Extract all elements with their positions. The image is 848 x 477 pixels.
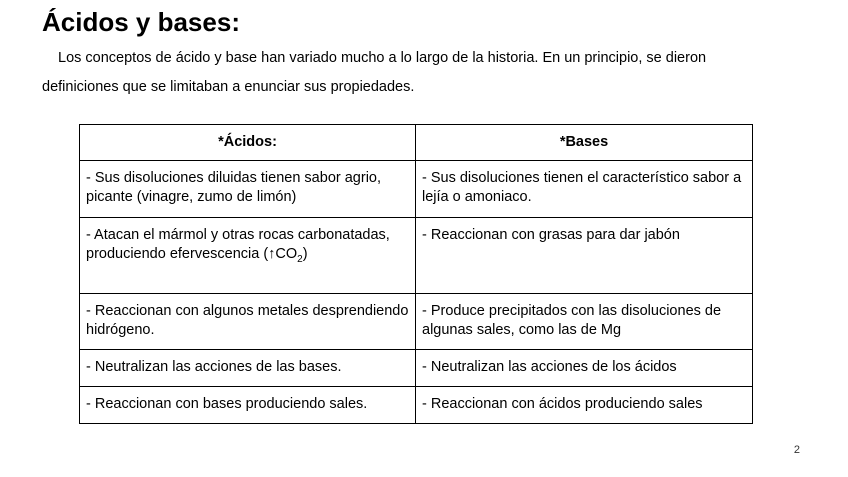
page-title: Ácidos y bases: (42, 7, 240, 37)
acid-property-cell: - Reaccionan con bases produciendo sales. (80, 387, 416, 424)
acid-property-text: - Atacan el mármol y otras rocas carbonatadas, produciendo efervescencia (↑CO (86, 227, 390, 262)
table-row (80, 218, 753, 294)
base-property-cell: - Neutralizan las acciones de los ácidos (416, 350, 753, 387)
acid-property-cell: - Neutralizan las acciones de las bases. (80, 350, 416, 387)
table-header-row (80, 125, 753, 161)
page-number: 2 (793, 444, 800, 456)
properties-table (79, 124, 753, 424)
acids-bases-table (79, 124, 753, 424)
table-row (80, 350, 753, 387)
table-row (80, 387, 753, 424)
acid-property-cell: - Sus disoluciones diluidas tienen sabor agrio, picante (vinagre, zumo de limón) (80, 161, 416, 218)
table-row (80, 161, 753, 218)
intro-paragraph: Los conceptos de ácido y base han variado mucho a lo largo de la historia. En un principio, se dieron definiciones que se limitaban a enunciar sus propiedades. (42, 50, 707, 95)
acid-property-cell: - Reaccionan con algunos metales desprendiendo hidrógeno. (80, 294, 416, 350)
base-property-cell: - Produce precipitados con las disoluciones de algunas sales, como las de Mg (416, 294, 753, 350)
base-property-cell: - Reaccionan con grasas para dar jabón (416, 218, 753, 294)
closing-parenthesis: ) (302, 246, 308, 262)
table-row (80, 294, 753, 350)
base-property-cell: - Sus disoluciones tienen el característico sabor a lejía o amoniaco. (416, 161, 753, 218)
acids-column-header: *Ácidos: (80, 125, 416, 161)
base-property-cell: - Reaccionan con ácidos produciendo sales (416, 387, 753, 424)
acid-property-cell (80, 218, 416, 294)
bases-column-header: *Bases (416, 125, 753, 161)
subscript-two: 2 (297, 253, 303, 265)
